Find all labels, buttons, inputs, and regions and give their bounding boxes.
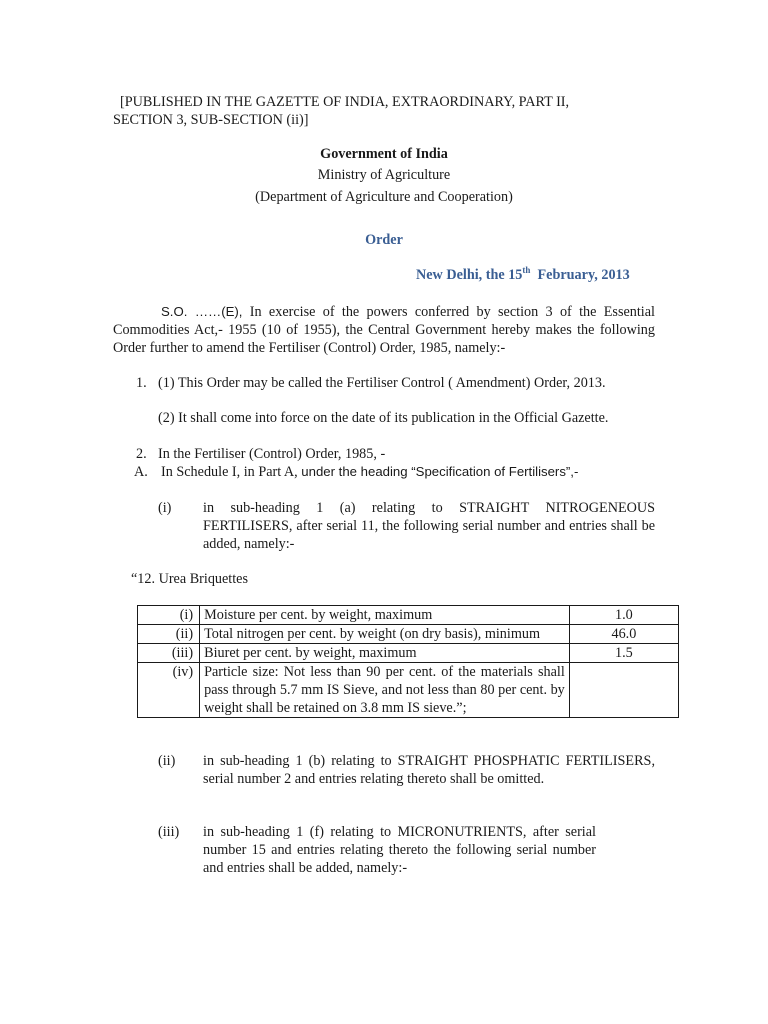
row-number: (iii)	[138, 644, 200, 663]
gazette-publication-line-2: SECTION 3, SUB-SECTION (ii)]	[113, 112, 309, 128]
item-iii-text: in sub-heading 1 (f) relating to MICRONUTRIENTS, after serial number 15 and entries relating thereto the following serial number and entries shall be added, namely:-	[203, 824, 596, 876]
row-number: (i)	[138, 606, 200, 625]
date-suffix: February, 2013	[537, 267, 630, 283]
part-a-label: A.	[134, 464, 148, 480]
row-value: 1.5	[569, 644, 678, 663]
clause-2-text: In the Fertiliser (Control) Order, 1985, -	[158, 446, 386, 462]
row-description: Total nitrogen per cent. by weight (on dry basis), minimum	[200, 625, 570, 644]
part-a-text	[161, 463, 578, 481]
row-description: Particle size: Not less than 90 per cent. of the materials shall pass through 5.7 mm IS Sieve, and not less than 80 per cent. by weight shall be retained on 3.8 mm IS sieve.”;	[200, 663, 570, 718]
item-ii-label: (ii)	[158, 753, 176, 769]
table-row	[138, 606, 679, 625]
clause-1-sub-1: (1) This Order may be called the Fertiliser Control ( Amendment) Order, 2013.	[158, 375, 606, 391]
preamble-paragraph	[113, 303, 655, 357]
department-heading: (Department of Agriculture and Cooperation)	[255, 189, 513, 205]
ministry-heading: Ministry of Agriculture	[317, 167, 451, 183]
part-a-text-prefix: In Schedule I, in Part A,	[161, 464, 298, 480]
row-number: (iv)	[138, 663, 200, 718]
date-prefix: New Delhi, the 15	[416, 267, 523, 283]
clause-2-number: 2.	[136, 446, 147, 462]
government-heading: Government of India	[320, 146, 448, 162]
row-value: 1.0	[569, 606, 678, 625]
table-row	[138, 644, 679, 663]
clause-1-number: 1.	[136, 375, 147, 391]
row-description: Moisture per cent. by weight, maximum	[200, 606, 570, 625]
order-date	[416, 266, 630, 284]
date-superscript: th	[522, 265, 531, 275]
table-row	[138, 663, 679, 718]
table-row	[138, 625, 679, 644]
urea-briquettes-heading: “12. Urea Briquettes	[131, 571, 249, 587]
row-value	[569, 663, 678, 718]
item-iii-label: (iii)	[158, 824, 180, 840]
item-i-text: in sub-heading 1 (a) relating to STRAIGHT NITROGENEOUS FERTILISERS, after serial 11, the following serial number and entries shall be added, namely:-	[203, 500, 655, 552]
preamble-text: In exercise of the powers conferred by section 3 of the Essential Commodities Act,- 1955 (10 of 1955), the Central Government hereby makes the following Order further to amend the Fertiliser (Control) Order, 1985, namely:-	[113, 304, 655, 356]
row-number: (ii)	[138, 625, 200, 644]
row-value: 46.0	[569, 625, 678, 644]
gazette-publication-line-1: [PUBLISHED IN THE GAZETTE OF INDIA, EXTRAORDINARY, PART II,	[120, 94, 570, 110]
order-title: Order	[365, 232, 403, 248]
row-description: Biuret per cent. by weight, maximum	[200, 644, 570, 663]
part-a-heading-ref: under the heading “Specification of Fertilisers”,-	[301, 464, 579, 479]
so-label: S.O. ……(E),	[161, 304, 243, 319]
clause-1-sub-2: (2) It shall come into force on the date of its publication in the Official Gazette.	[158, 410, 609, 426]
item-ii-text: in sub-heading 1 (b) relating to STRAIGHT PHOSPHATIC FERTILISERS, serial number 2 and entries relating thereto shall be omitted.	[203, 753, 655, 787]
item-i-label: (i)	[158, 500, 172, 516]
urea-specification-table	[137, 605, 679, 718]
